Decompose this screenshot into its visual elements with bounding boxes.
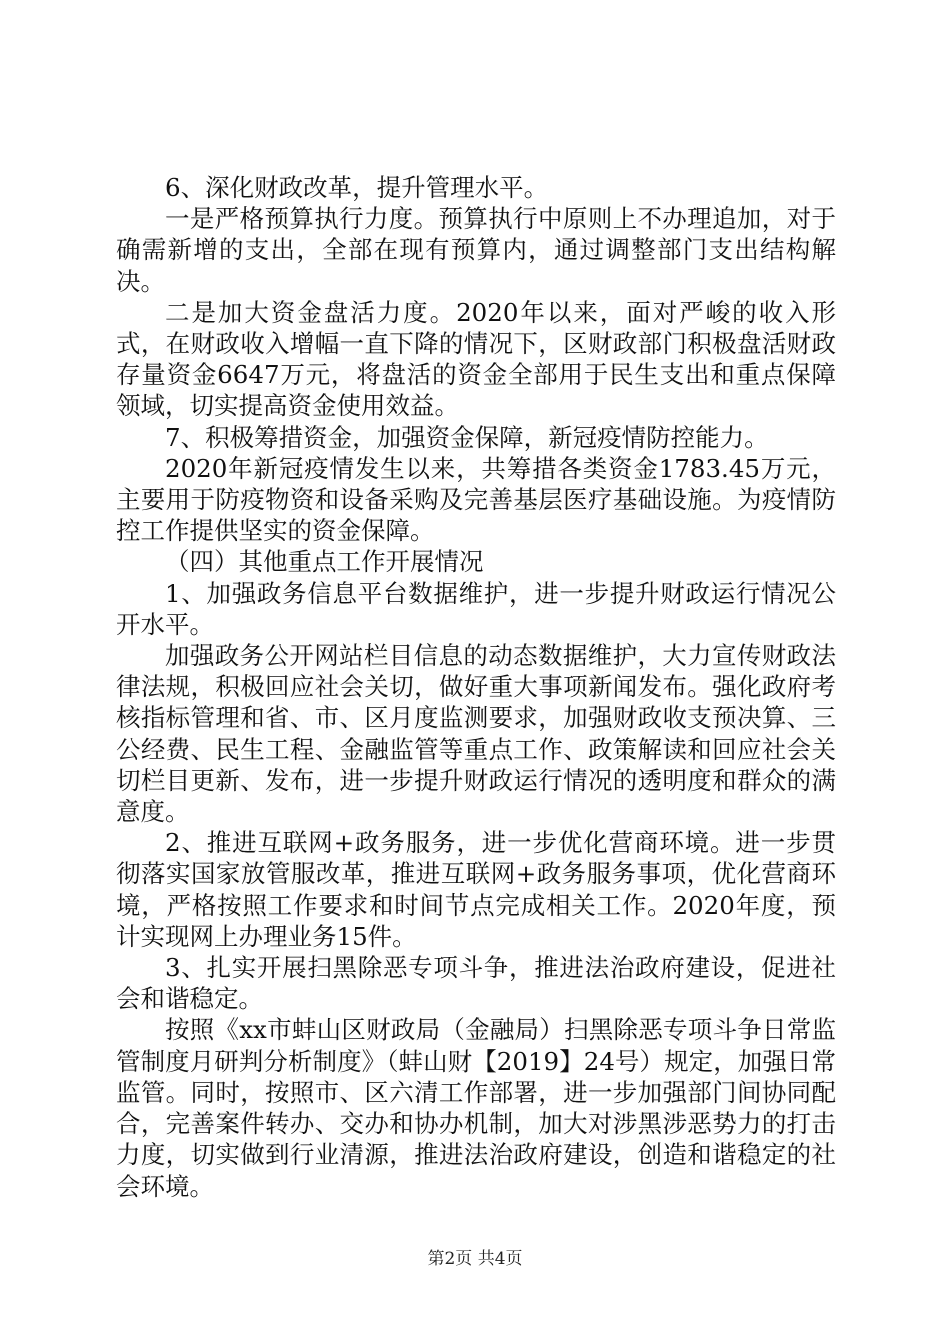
page-number-footer: 第2页 共4页 bbox=[427, 1249, 523, 1269]
paragraph-budget-execution: 一是严格预算执行力度。预算执行中原则上不办理追加，对于确需新增的支出，全部在现有预算内，通过调整部门支出结构解决。 bbox=[116, 204, 836, 296]
section-heading-fund-raising: 7、积极筹措资金，加强资金保障，新冠疫情防控能力。 bbox=[165, 422, 769, 452]
paragraph-internet-services: 2、推进互联网+政务服务，进一步优化营商环境。进一步贯彻落实国家放管服改革，推进互联网+政务服务事项，优化营商环境，严格按照工作要求和时间节点完成相关工作。2020年度，预计实现网上办理业务15件。 bbox=[116, 828, 836, 951]
paragraph-epidemic-funds: 2020年新冠疫情发生以来，共筹措各类资金1783.45万元，主要用于防疫物资和设备采购及完善基层医疗基础设施。为疫情防控工作提供坚实的资金保障。 bbox=[116, 453, 836, 546]
subheading-info-platform: 1、加强政务信息平台数据维护，进一步提升财政运行情况公开水平。 bbox=[116, 578, 836, 639]
subheading-anti-crime: 3、扎实开展扫黑除恶专项斗争，推进法治政府建设，促进社会和谐稳定。 bbox=[116, 953, 836, 1014]
paragraph-fund-revitalization: 二是加大资金盘活力度。2020年以来，面对严峻的收入形式，在财政收入增幅一直下降的情况下，区财政部门积极盘活财政存量资金6647万元，将盘活的资金全部用于民生支出和重点保障领域，切实提高资金使用效益。 bbox=[116, 297, 836, 421]
document-body bbox=[116, 172, 836, 1202]
paragraph-info-platform: 加强政务公开网站栏目信息的动态数据维护，大力宣传财政法律法规，积极回应社会关切，做好重大事项新闻发布。强化政府考核指标管理和省、市、区月度监测要求，加强财政收支预决算、三公经费、民生工程、金融监管等重点工作、政策解读和回应社会关切栏目更新、发布，进一步提升财政运行情况的透明度和群众的满意度。 bbox=[116, 641, 836, 827]
paragraph-anti-crime: 按照《xx市蚌山区财政局（金融局）扫黑除恶专项斗争日常监管制度月研判分析制度》（蚌山财【2019】24号）规定，加强日常监管。同时，按照市、区六清工作部署，进一步加强部门间协同配合，完善案件转办、交办和协办机制，加大对涉黑涉恶势力的打击力度，切实做到行业清源，推进法治政府建设，创造和谐稳定的社会环境。 bbox=[116, 1015, 836, 1201]
section-heading-other-work: （四）其他重点工作开展情况 bbox=[165, 547, 484, 577]
section-heading-finance-reform: 6、深化财政改革，提升管理水平。 bbox=[165, 173, 549, 202]
